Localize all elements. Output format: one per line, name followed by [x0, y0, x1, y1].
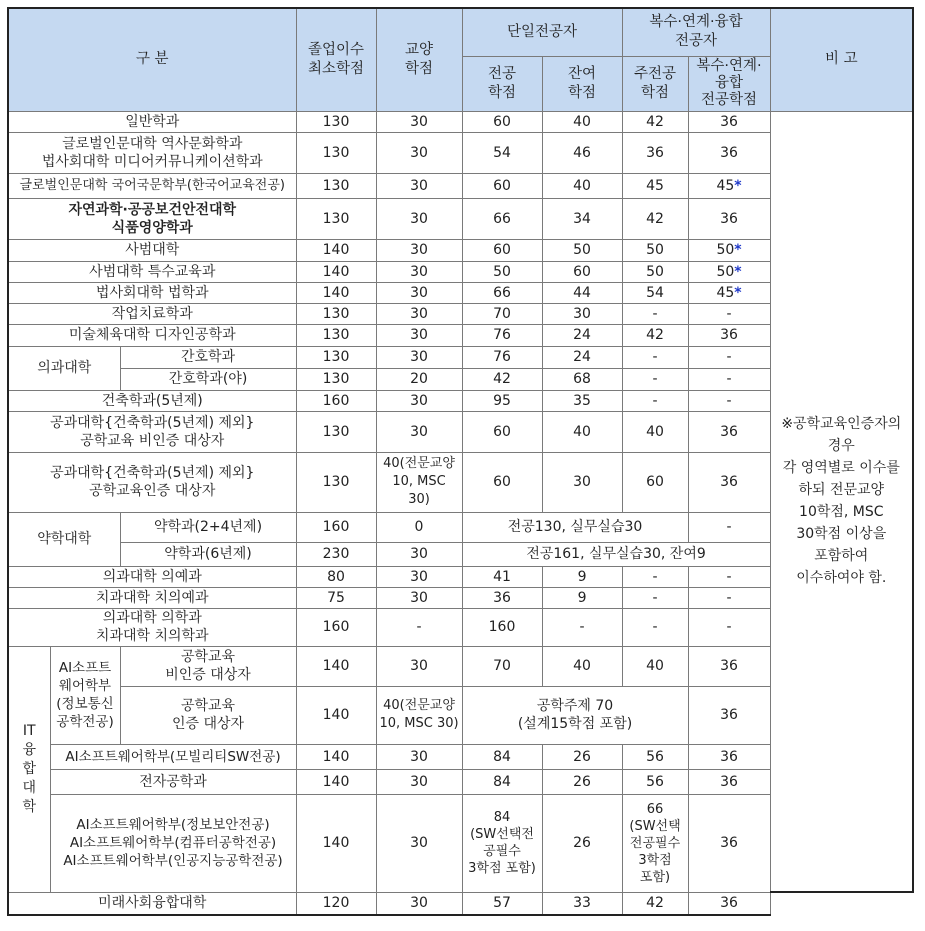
major-credit: 60	[462, 173, 542, 198]
row-name: 공과대학{건축학과(5년제) 제외} 공학교육 비인증 대상자	[8, 411, 296, 452]
row-name: 사범대학	[8, 239, 296, 261]
major-credit: 95	[462, 390, 542, 411]
row-name: 의과대학 의학과 치과대학 치의학과	[8, 608, 296, 646]
remaining-credit: 26	[542, 769, 622, 794]
grad-credit: 130	[296, 368, 376, 390]
liberal-credit: 40(전문교양 10, MSC 30)	[376, 686, 462, 744]
multi-major-value: 45	[716, 177, 735, 194]
row-name: 약학과(2+4년제)	[120, 512, 296, 542]
liberal-credit: 30	[376, 390, 462, 411]
combined-credit: 전공130, 실무실습30	[462, 512, 688, 542]
grad-credit: 130	[296, 452, 376, 512]
major-credit: 60	[462, 239, 542, 261]
grad-credit: 130	[296, 411, 376, 452]
major-credit: 50	[462, 261, 542, 282]
main-major-credit: -	[622, 566, 688, 587]
combined-credit: 공학주제 70 (설계15학점 포함)	[462, 686, 688, 744]
major-credit: 76	[462, 346, 542, 368]
major-credit: 36	[462, 587, 542, 608]
credit-requirements-table	[7, 7, 914, 916]
main-major-credit: 42	[622, 892, 688, 915]
major-credit: 66	[462, 282, 542, 303]
asterisk-mark: *	[734, 263, 742, 280]
liberal-credit: 30	[376, 198, 462, 239]
main-major-credit: -	[622, 608, 688, 646]
main-major-credit: 40	[622, 646, 688, 686]
grad-credit: 75	[296, 587, 376, 608]
row-name: 치과대학 치의예과	[8, 587, 296, 608]
grad-credit: 80	[296, 566, 376, 587]
multi-major-credit: -	[688, 512, 770, 542]
header-single-major-credit: 전공 학점	[462, 56, 542, 111]
remaining-credit: 40	[542, 411, 622, 452]
grad-credit: 140	[296, 686, 376, 744]
grad-credit: 160	[296, 390, 376, 411]
row-name: 전자공학과	[50, 769, 296, 794]
remaining-credit: 44	[542, 282, 622, 303]
major-credit: 42	[462, 368, 542, 390]
major-credit: 60	[462, 411, 542, 452]
major-credit: 60	[462, 111, 542, 132]
row-name: 공학교육 인증 대상자	[120, 686, 296, 744]
main-major-credit: 36	[622, 132, 688, 173]
remaining-credit: 68	[542, 368, 622, 390]
liberal-credit: 30	[376, 303, 462, 324]
major-credit: 60	[462, 452, 542, 512]
grad-credit: 140	[296, 282, 376, 303]
header-division: 구 분	[8, 8, 296, 111]
asterisk-mark: *	[734, 242, 742, 258]
multi-major-credit: 36	[688, 132, 770, 173]
grad-credit: 140	[296, 239, 376, 261]
main-major-credit: 42	[622, 111, 688, 132]
multi-major-credit: 36	[688, 324, 770, 346]
main-major-credit: -	[622, 587, 688, 608]
grad-credit: 140	[296, 646, 376, 686]
row-name: 법사회대학 법학과	[8, 282, 296, 303]
main-major-credit: -	[622, 303, 688, 324]
multi-major-credit: 36	[688, 794, 770, 892]
row-name: 자연과학·공공보건안전대학 식품영양학과	[8, 198, 296, 239]
remaining-credit: 33	[542, 892, 622, 915]
multi-major-credit: 36	[688, 198, 770, 239]
row-name: 간호학과(야)	[120, 368, 296, 390]
liberal-credit: 30	[376, 892, 462, 915]
asterisk-mark: *	[734, 284, 742, 301]
liberal-credit: 30	[376, 411, 462, 452]
header-multi-major: 복수·연계·융합 전공자	[622, 8, 770, 56]
header-multi-double: 복수·연계· 융합 전공학점	[688, 56, 770, 111]
liberal-credit: 30	[376, 769, 462, 794]
major-credit: 84	[462, 769, 542, 794]
remaining-credit: 9	[542, 566, 622, 587]
multi-major-credit	[688, 173, 770, 198]
main-major-credit: -	[622, 390, 688, 411]
header-single-major: 단일전공자	[462, 8, 622, 56]
grad-credit: 140	[296, 794, 376, 892]
remaining-credit: 26	[542, 794, 622, 892]
multi-major-credit: 36	[688, 452, 770, 512]
multi-major-credit	[688, 282, 770, 303]
main-major-credit: -	[622, 346, 688, 368]
liberal-credit: -	[376, 608, 462, 646]
row-name: AI소프트웨어학부(모빌리티SW전공)	[50, 744, 296, 769]
remaining-credit: 26	[542, 744, 622, 769]
multi-major-credit: -	[688, 346, 770, 368]
main-major-credit: 60	[622, 452, 688, 512]
remarks-note: ※공학교육인증자의 경우 각 영역별로 이수를 하되 전문교양 10학점, MSC 30학점 이상을 포함하여 이수하여야 함.	[770, 111, 913, 892]
multi-major-credit: 36	[688, 892, 770, 915]
medical-college-label: 의과대학	[8, 346, 120, 390]
grad-credit: 130	[296, 346, 376, 368]
multi-major-credit: 36	[688, 411, 770, 452]
multi-major-credit: 36	[688, 646, 770, 686]
grad-credit: 140	[296, 769, 376, 794]
major-credit: 76	[462, 324, 542, 346]
major-credit: 41	[462, 566, 542, 587]
multi-major-credit: 36	[688, 686, 770, 744]
remaining-credit: 30	[542, 303, 622, 324]
main-major-credit: 56	[622, 744, 688, 769]
remaining-credit: 9	[542, 587, 622, 608]
pharmacy-college-label: 약학대학	[8, 512, 120, 566]
multi-major-credit: 36	[688, 744, 770, 769]
grad-credit: 160	[296, 512, 376, 542]
main-major-credit: 50	[622, 261, 688, 282]
major-credit: 66	[462, 198, 542, 239]
major-credit: 84 (SW선택전 공필수 3학점 포함)	[462, 794, 542, 892]
remaining-credit: 35	[542, 390, 622, 411]
header-multi-main: 주전공 학점	[622, 56, 688, 111]
grad-credit: 140	[296, 744, 376, 769]
grad-credit: 130	[296, 324, 376, 346]
main-major-credit: 45	[622, 173, 688, 198]
row-name: 약학과(6년제)	[120, 542, 296, 566]
row-name: 의과대학 의예과	[8, 566, 296, 587]
liberal-credit: 30	[376, 587, 462, 608]
header-single-elective: 잔여 학점	[542, 56, 622, 111]
remaining-credit: 40	[542, 111, 622, 132]
grad-credit: 130	[296, 303, 376, 324]
remaining-credit: 60	[542, 261, 622, 282]
grad-credit: 130	[296, 173, 376, 198]
major-credit: 57	[462, 892, 542, 915]
grad-credit: 160	[296, 608, 376, 646]
it-college-label: IT 융 합 대 학	[8, 646, 50, 892]
major-credit: 70	[462, 646, 542, 686]
main-major-credit: 42	[622, 324, 688, 346]
liberal-credit: 30	[376, 346, 462, 368]
liberal-credit: 30	[376, 744, 462, 769]
remaining-credit: 24	[542, 324, 622, 346]
liberal-credit: 30	[376, 794, 462, 892]
multi-major-value: 50	[716, 263, 735, 280]
main-major-credit: -	[622, 368, 688, 390]
multi-major-credit: -	[688, 390, 770, 411]
row-name: 작업치료학과	[8, 303, 296, 324]
main-major-credit: 66 (SW선택 전공필수 3학점 포함)	[622, 794, 688, 892]
multi-major-credit: -	[688, 566, 770, 587]
major-credit: 160	[462, 608, 542, 646]
liberal-credit: 40(전문교양 10, MSC 30)	[376, 452, 462, 512]
row-name: 공학교육 비인증 대상자	[120, 646, 296, 686]
row-name: 글로벌인문대학 국어국문학부(한국어교육전공)	[8, 173, 296, 198]
ai-comm-dept-label: AI소프트웨어학부 (정보통신공학전공)	[50, 646, 120, 744]
remaining-credit: 46	[542, 132, 622, 173]
liberal-credit: 30	[376, 646, 462, 686]
header-grad-min: 졸업이수 최소학점	[296, 8, 376, 111]
grad-credit: 130	[296, 198, 376, 239]
liberal-credit: 20	[376, 368, 462, 390]
main-major-credit: 50	[622, 239, 688, 261]
row-name: AI소프트웨어학부(정보보안전공) AI소프트웨어학부(컴퓨터공학전공) AI소프트웨어학부(인공지능공학전공)	[50, 794, 296, 892]
liberal-credit: 30	[376, 173, 462, 198]
grad-credit: 130	[296, 132, 376, 173]
liberal-credit: 30	[376, 566, 462, 587]
main-major-credit: 40	[622, 411, 688, 452]
row-name: 간호학과	[120, 346, 296, 368]
header-liberal: 교양 학점	[376, 8, 462, 111]
row-name: 글로벌인문대학 역사문화학과 법사회대학 미디어커뮤니케이션학과	[8, 132, 296, 173]
liberal-credit: 30	[376, 239, 462, 261]
liberal-credit: 30	[376, 111, 462, 132]
remaining-credit: 34	[542, 198, 622, 239]
remaining-credit: 30	[542, 452, 622, 512]
remaining-credit: 50	[542, 239, 622, 261]
major-credit: 70	[462, 303, 542, 324]
grad-credit: 130	[296, 111, 376, 132]
liberal-credit: 30	[376, 542, 462, 566]
multi-major-credit	[688, 239, 770, 261]
remaining-credit: 40	[542, 646, 622, 686]
multi-major-value: 50	[716, 242, 735, 258]
liberal-credit: 30	[376, 261, 462, 282]
liberal-credit: 0	[376, 512, 462, 542]
grad-credit: 120	[296, 892, 376, 915]
remaining-credit: 40	[542, 173, 622, 198]
main-major-credit: 54	[622, 282, 688, 303]
row-name: 일반학과	[8, 111, 296, 132]
multi-major-value: 45	[716, 284, 735, 301]
remaining-credit: -	[542, 608, 622, 646]
major-credit: 84	[462, 744, 542, 769]
row-name: 사범대학 특수교육과	[8, 261, 296, 282]
row-name: 공과대학{건축학과(5년제) 제외} 공학교육인증 대상자	[8, 452, 296, 512]
asterisk-mark: *	[734, 177, 742, 194]
major-credit: 54	[462, 132, 542, 173]
multi-major-credit: -	[688, 587, 770, 608]
main-major-credit: 56	[622, 769, 688, 794]
multi-major-credit: -	[688, 368, 770, 390]
multi-major-credit: 36	[688, 769, 770, 794]
liberal-credit: 30	[376, 282, 462, 303]
grad-credit: 230	[296, 542, 376, 566]
remaining-credit: 24	[542, 346, 622, 368]
combined-credit: 전공161, 실무실습30, 잔여9	[462, 542, 770, 566]
multi-major-credit: -	[688, 608, 770, 646]
multi-major-credit	[688, 261, 770, 282]
liberal-credit: 30	[376, 132, 462, 173]
main-major-credit: 42	[622, 198, 688, 239]
multi-major-credit: -	[688, 303, 770, 324]
liberal-credit: 30	[376, 324, 462, 346]
row-name: 미래사회융합대학	[8, 892, 296, 915]
header-remarks: 비 고	[770, 8, 913, 111]
row-name: 건축학과(5년제)	[8, 390, 296, 411]
grad-credit: 140	[296, 261, 376, 282]
multi-major-credit: 36	[688, 111, 770, 132]
row-name: 미술체육대학 디자인공학과	[8, 324, 296, 346]
